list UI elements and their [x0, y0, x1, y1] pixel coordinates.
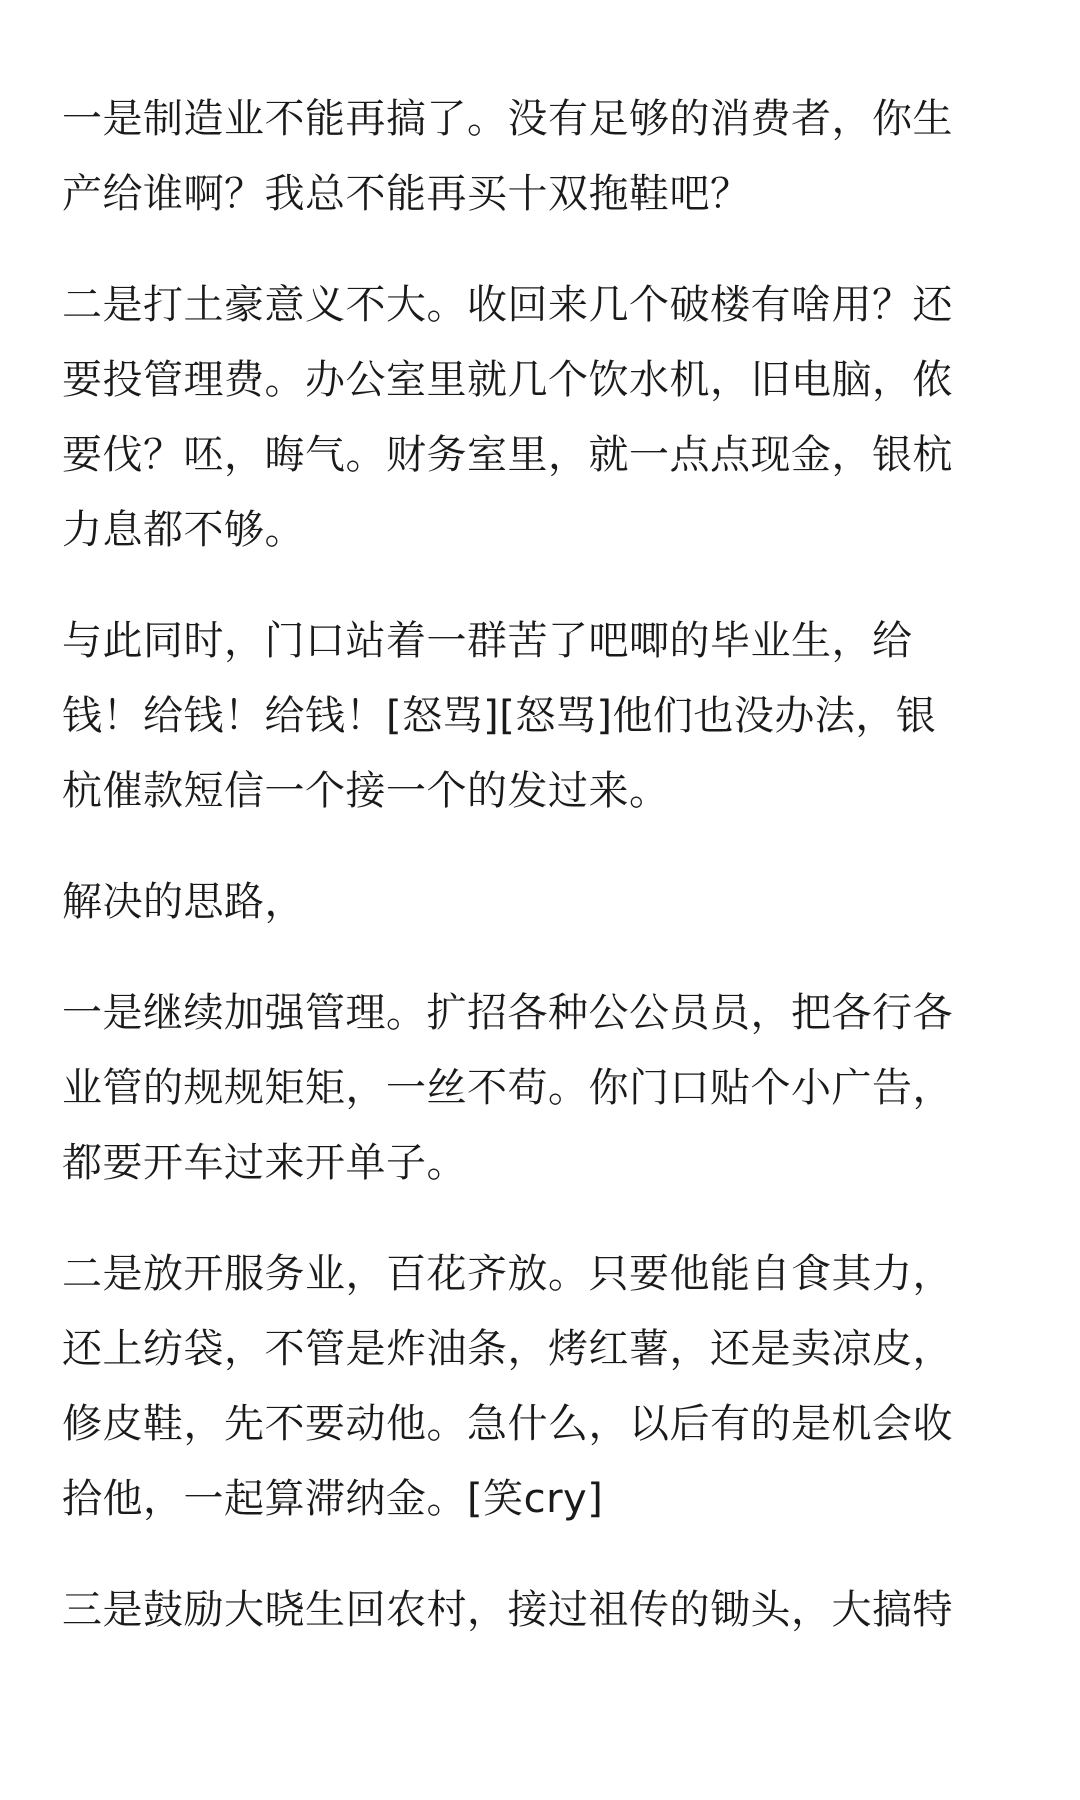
text-line: 一是制造业不能再搞了。没有足够的消费者，你生 — [62, 96, 953, 142]
article-body — [62, 82, 1034, 1684]
text-line: 要伐？呸，晦气。财务室里，就一点点现金，银杭 — [62, 432, 953, 478]
paragraph-5 — [62, 976, 1034, 1201]
text-line: 产给谁啊？我总不能再买十双拖鞋吧？ — [62, 171, 751, 217]
text-line: 业管的规规矩矩，一丝不苟。你门口贴个小广告， — [62, 1065, 953, 1111]
text-line: 二是打土豪意义不大。收回来几个破楼有啥用？还 — [62, 282, 953, 328]
text-line: 都要开车过来开单子。 — [62, 1140, 467, 1186]
text-line: 还上纺袋，不管是炸油条，烤红薯，还是卖凉皮， — [62, 1326, 953, 1372]
text-line: 二是放开服务业，百花齐放。只要他能自食其力， — [62, 1251, 953, 1297]
text-line: 要投管理费。办公室里就几个饮水机，旧电脑，侬 — [62, 357, 953, 403]
text-line: 杭催款短信一个接一个的发过来。 — [62, 768, 670, 814]
paragraph-6 — [62, 1237, 1034, 1537]
paragraph-4 — [62, 865, 1034, 940]
text-line: 力息都不够。 — [62, 507, 305, 553]
text-line: 与此同时，门口站着一群苦了吧唧的毕业生，给 — [62, 618, 913, 664]
text-line: 修皮鞋，先不要动他。急什么，以后有的是机会收 — [62, 1401, 953, 1447]
text-line: 拾他，一起算滞纳金。[笑cry] — [62, 1476, 604, 1522]
text-line: 一是继续加强管理。扩招各种公公员员，把各行各 — [62, 990, 953, 1036]
text-line: 三是鼓励大晓生回农村，接过祖传的锄头，大搞特 — [62, 1587, 953, 1633]
paragraph-2 — [62, 268, 1034, 568]
text-line: 钱！给钱！给钱！[怒骂][怒骂]他们也没办法，银 — [62, 693, 937, 739]
paragraph-3 — [62, 604, 1034, 829]
text-line: 解决的思路， — [62, 879, 305, 925]
paragraph-7 — [62, 1573, 1034, 1648]
paragraph-1 — [62, 82, 1034, 232]
